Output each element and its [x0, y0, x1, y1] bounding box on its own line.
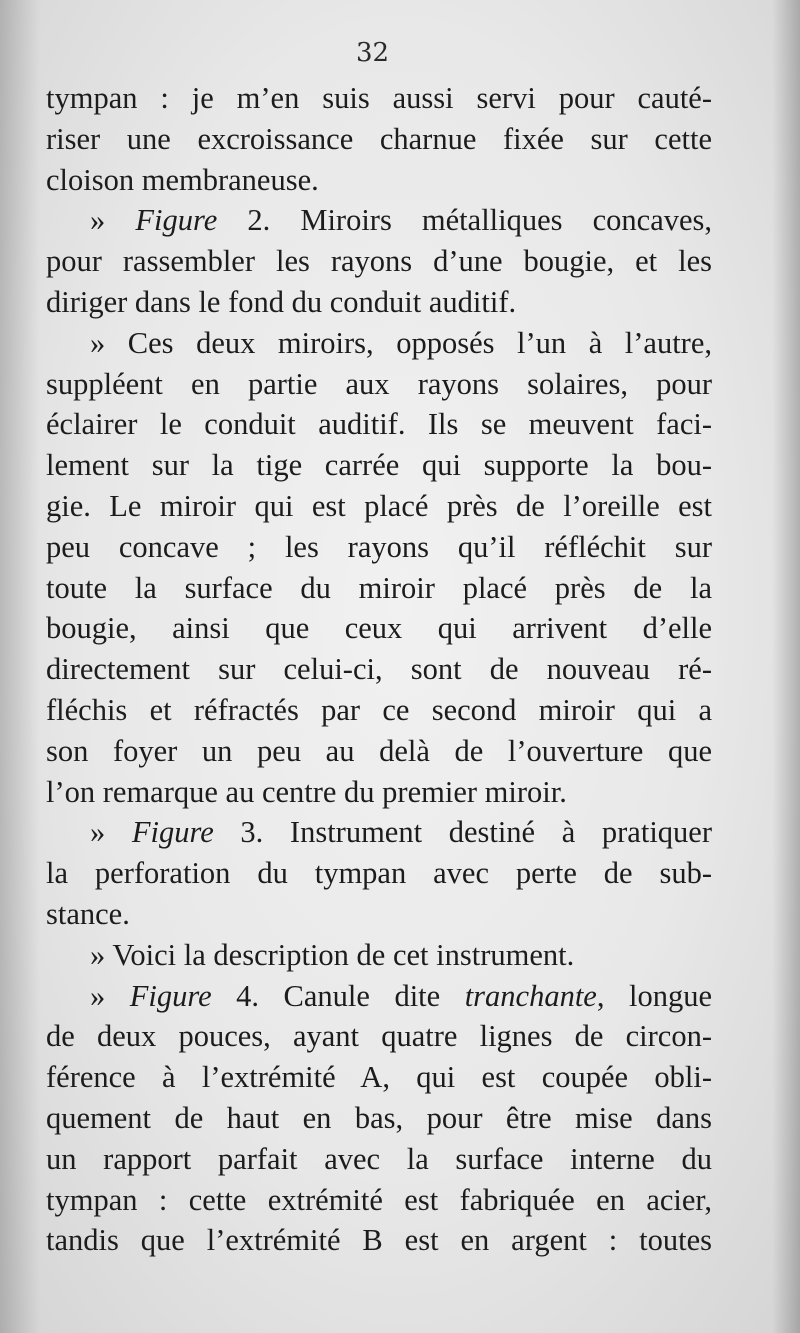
- text-line: [46, 812, 712, 853]
- text-line: [46, 527, 712, 568]
- text-line: [46, 119, 712, 160]
- text-line: [46, 364, 712, 405]
- line-text: suppléent en partie aux rayons solaires, pour: [46, 366, 712, 401]
- text-line: [46, 649, 712, 690]
- line-text: gie. Le miroir qui est placé près de l’oreille est: [46, 488, 712, 523]
- text-line: [46, 282, 712, 323]
- line-text: »: [90, 815, 132, 850]
- italic-term: Figure: [131, 815, 214, 850]
- line-text: de deux pouces, ayant quatre lignes de circon-: [46, 1019, 712, 1054]
- line-text: toute la surface du miroir placé près de la: [46, 570, 712, 605]
- line-text: lement sur la tige carrée qui supporte la bou-: [46, 448, 712, 483]
- text-line: [46, 200, 712, 241]
- italic-term: Figure: [135, 203, 218, 238]
- line-text: directement sur celui-ci, sont de nouveau ré-: [46, 652, 712, 687]
- line-text: diriger dans le fond du conduit auditif.: [46, 284, 517, 319]
- text-line: [46, 1098, 712, 1139]
- line-text: tympan : je m’en suis aussi servi pour cauté-: [46, 81, 712, 115]
- italic-term: Figure: [129, 978, 212, 1013]
- page-edge-shadow: [772, 0, 800, 1333]
- page-number: 32: [356, 38, 390, 68]
- line-text: , longue: [596, 978, 713, 1013]
- line-text: son foyer un peu au delà de l’ouverture que: [46, 733, 712, 768]
- text-line: [46, 241, 712, 282]
- text-line: [46, 445, 712, 486]
- text-line: [46, 608, 712, 649]
- text-line: [46, 404, 712, 445]
- line-text: férence à l’extrémité A, qui est coupée obli-: [46, 1060, 712, 1095]
- text-line: [46, 568, 712, 609]
- text-line: [46, 160, 712, 201]
- line-text: bougie, ainsi que ceux qui arrivent d’elle: [46, 611, 712, 646]
- line-text: un rapport parfait avec la surface interne du: [46, 1141, 712, 1176]
- line-text: »: [90, 203, 136, 238]
- text-line: [46, 486, 712, 527]
- line-text: riser une excroissance charnue fixée sur cette: [46, 121, 712, 156]
- line-text: éclairer le conduit auditif. Ils se meuvent faci-: [46, 407, 712, 442]
- line-text: pour rassembler les rayons d’une bougie, et les: [46, 244, 712, 279]
- line-text: » Voici la description de cet instrument.: [90, 937, 575, 972]
- line-text: » Ces deux miroirs, opposés l’un à l’autre,: [90, 325, 712, 360]
- line-text: cloison membraneuse.: [46, 162, 319, 197]
- line-text: »: [90, 978, 130, 1013]
- line-text: 3. Instrument destiné à pratiquer: [213, 815, 712, 850]
- text-line: [46, 731, 712, 772]
- line-text: quement de haut en bas, pour être mise dans: [46, 1100, 712, 1135]
- line-text: 2. Miroirs métalliques concaves,: [217, 203, 713, 238]
- text-line: [46, 1180, 712, 1221]
- line-text: l’on remarque au centre du premier miroir.: [46, 774, 567, 809]
- text-line: [46, 976, 712, 1017]
- text-line: [46, 772, 712, 813]
- line-text: la perforation du tympan avec perte de sub-: [46, 856, 712, 891]
- body-text: [46, 78, 712, 1261]
- italic-term: tranchante: [464, 978, 597, 1013]
- text-line: [46, 935, 712, 976]
- line-text: 4. Canule dite: [211, 978, 465, 1013]
- text-line: [46, 853, 712, 894]
- text-line: [46, 1220, 712, 1261]
- text-line: [46, 1016, 712, 1057]
- text-line: [46, 78, 712, 119]
- line-text: tympan : cette extrémité est fabriquée en acier,: [46, 1182, 712, 1217]
- line-text: fléchis et réfractés par ce second miroir qui a: [46, 692, 712, 727]
- page-spine-shadow: [0, 0, 40, 1333]
- line-text: stance.: [46, 896, 130, 931]
- text-line: [46, 690, 712, 731]
- text-line: [46, 323, 712, 364]
- text-line: [46, 1057, 712, 1098]
- text-line: [46, 894, 712, 935]
- text-line: [46, 1139, 712, 1180]
- line-text: tandis que l’extrémité B est en argent : toutes: [46, 1223, 712, 1258]
- line-text: peu concave ; les rayons qu’il réfléchit sur: [46, 529, 712, 564]
